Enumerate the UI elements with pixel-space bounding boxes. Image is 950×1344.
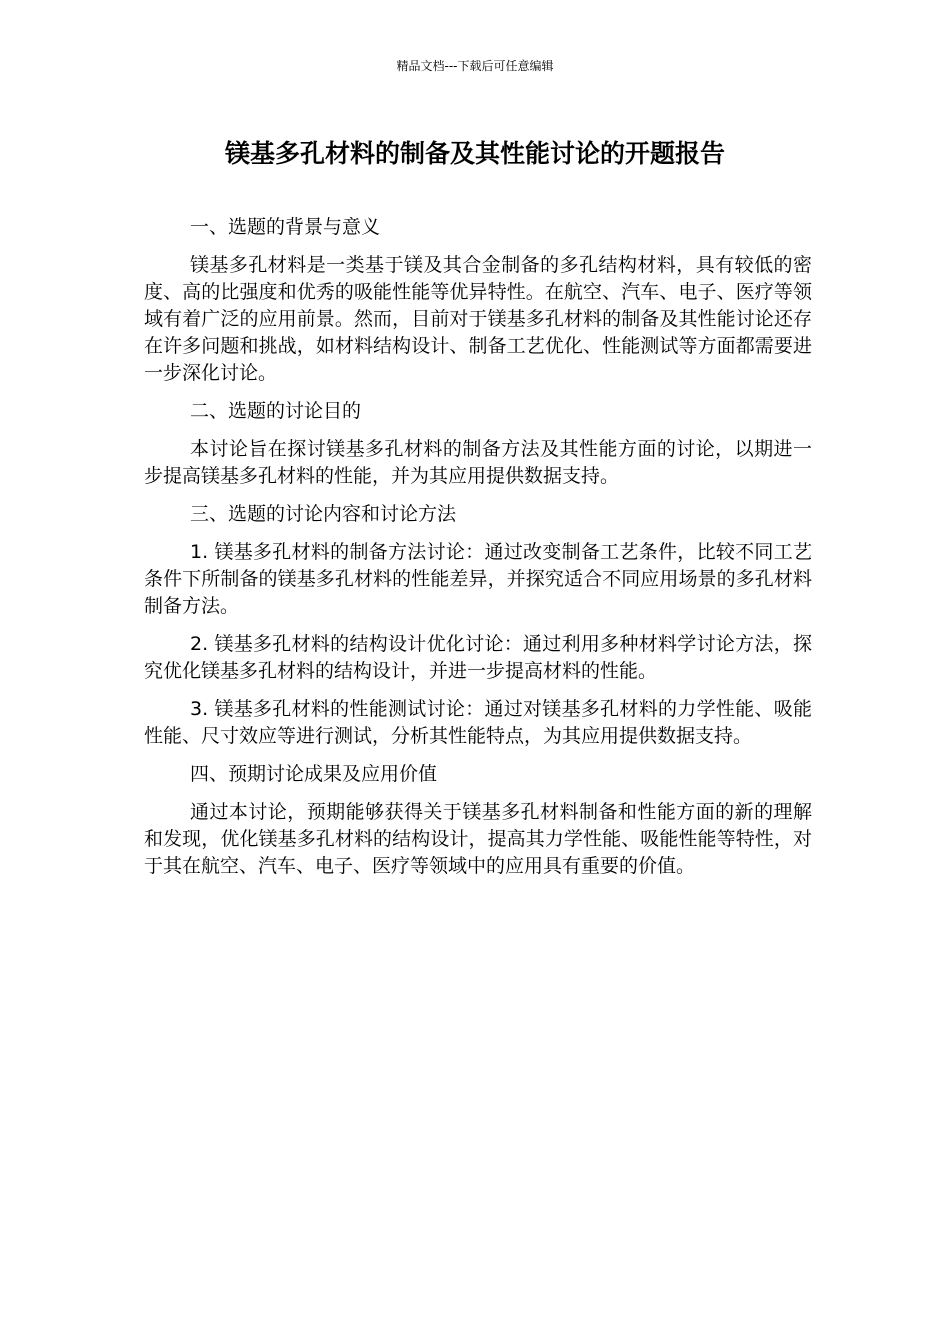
paragraph-purpose: 本讨论旨在探讨镁基多孔材料的制备方法及其性能方面的讨论，以期进一步提高镁基多孔材料的性能，并为其应用提供数据支持。: [144, 438, 812, 487]
section-heading-expected-results: 四、预期讨论成果及应用价值: [190, 763, 438, 785]
page-header-note: 精品文档---下载后可任意编辑: [396, 59, 554, 73]
section-heading-content-methods: 三、选题的讨论内容和讨论方法: [190, 503, 457, 525]
section-heading-purpose: 二、选题的讨论目的: [190, 400, 362, 422]
section-heading-background: 一、选题的背景与意义: [190, 216, 381, 238]
document-title: 镁基多孔材料的制备及其性能讨论的开题报告: [224, 139, 725, 168]
paragraph-method-1: 1. 镁基多孔材料的制备方法讨论：通过改变制备工艺条件，比较不同工艺条件下所制备的镁基多孔材料的性能差异，并探究适合不同应用场景的多孔材料制备方法。: [144, 541, 812, 617]
paragraph-method-3: 3. 镁基多孔材料的性能测试讨论：通过对镁基多孔材料的力学性能、吸能性能、尺寸效应等进行测试，分析其性能特点，为其应用提供数据支持。: [144, 698, 812, 747]
paragraph-background: 镁基多孔材料是一类基于镁及其合金制备的多孔结构材料，具有较低的密度、高的比强度和优秀的吸能性能等优异特性。在航空、汽车、电子、医疗等领域有着广泛的应用前景。然而，目前对于镁基多孔材料的制备及其性能讨论还存在许多问题和挑战，如材料结构设计、制备工艺优化、性能测试等方面都需要进一步深化讨论。: [144, 254, 812, 384]
paragraph-method-2: 2. 镁基多孔材料的结构设计优化讨论：通过利用多种材料学讨论方法，探究优化镁基多孔材料的结构设计，并进一步提高材料的性能。: [144, 633, 812, 682]
paragraph-expected-results: 通过本讨论，预期能够获得关于镁基多孔材料制备和性能方面的新的理解和发现，优化镁基多孔材料的结构设计，提高其力学性能、吸能性能等特性，对于其在航空、汽车、电子、医疗等领域中的应用具有重要的价值。: [144, 801, 812, 877]
document-body: [144, 214, 812, 891]
